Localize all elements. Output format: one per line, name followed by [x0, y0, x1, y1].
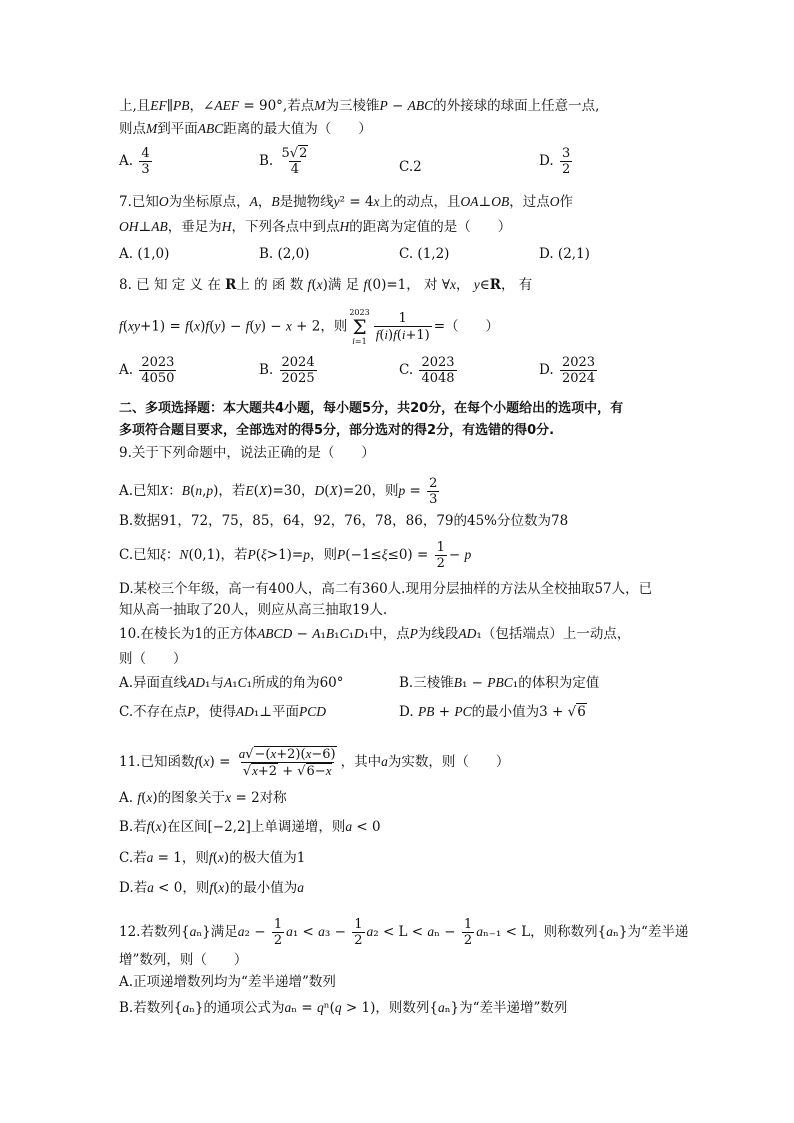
q9-option-c: C.已知ξ：N(0,1)，若P(ξ>1)=p，则P(−1≤ξ≤0) = $\frac{1}{2}$ − p	[119, 540, 472, 571]
q9-stem: 9.关于下列命题中，说法正确的是（ ）	[119, 445, 375, 461]
q8-option-d: D. $\frac{2023}{2024}$	[539, 355, 596, 386]
q10-line1: 10.在棱长为1的正方体ABCD − A₁B₁C₁D₁中，点P为线段AD₁（包括端点）上一动点，	[119, 626, 631, 642]
q6-option-d: D. $\frac{3}{2}$	[539, 146, 571, 177]
q11-option-a: A. f(x)的图象关于x = 2对称	[119, 790, 287, 806]
q12-option-b: B.若数列{aₙ}的通项公式为aₙ = qⁿ(q > 1)，则数列{aₙ}为“差半递增”数列	[119, 1000, 568, 1016]
q8-option-b: B. $\frac{2024}{2025}$	[259, 355, 315, 386]
q7-line1: 7.已知O为坐标原点，A，B是抛物线y² = 4x上的动点，且OA⊥OB，过点O作	[119, 194, 573, 210]
q8-option-a: A. $\frac{2023}{4050}$	[119, 355, 175, 386]
q9-option-d-line1: D.某校三个年级，高一有400人，高二有360人.现用分层抽样的方法从全校抽取57人，已	[119, 581, 653, 597]
q7-line2: OH⊥AB，垂足为H，下列各点中到点H的距离为定值的是（ ）	[119, 219, 512, 235]
section2-heading-line2: 多项符合题目要求，全部选对的得5分，部分选对的得2分，有选错的得0分.	[119, 423, 555, 438]
q8-line1: 8. 已 知 定 义 在 R上 的 函 数 f(x)满 足 f(0)=1， 对 ∀x， y∈R， 有	[119, 277, 533, 293]
q7-option-c: C. (1,2)	[399, 246, 450, 262]
q6-option-c: C.2	[399, 159, 422, 175]
q10-option-b: B.三棱锥B₁ − PBC₁的体积为定值	[399, 675, 600, 691]
q11-option-d: D.若a < 0，则f(x)的最小值为a	[119, 880, 304, 896]
q10-line2: 则（ ）	[119, 651, 187, 667]
q12-option-a: A.正项递增数列均为“差半递增”数列	[119, 974, 336, 990]
q12-line2: 增”数列，则（ ）	[119, 952, 248, 968]
q7-option-a: A. (1,0)	[119, 246, 170, 262]
q7-option-d: D. (2,1)	[539, 246, 590, 262]
q11-option-c: C.若a = 1，则f(x)的极大值为1	[119, 850, 306, 866]
q8-line2: f(xy+1) = f(x)f(y) − f(y) − x + 2，则 2023 Σ i=1 $\frac{1}{f(i)f(i+1)}$ =（ ）	[119, 308, 499, 346]
q6-option-a: A. $\frac{4}{3}$	[119, 146, 150, 177]
q10-option-a: A.异面直线AD₁与A₁C₁所成的角为60°	[119, 675, 344, 691]
q9-option-a: A.已知X：B(n,p)，若E(X)=30，D(X)=20，则p = $\frac{2}{3}$	[119, 476, 438, 507]
q11-option-b: B.若f(x)在区间[−2,2]上单调递增，则a < 0	[119, 819, 381, 835]
q10-option-c: C.不存在点P，使得AD₁⊥平面PCD	[119, 704, 326, 720]
q11-stem: 11.已知函数f(x) = $\frac{a√-(x+2)(x-6)}{√x+2 + √6-x}$ ，其中a为实数，则（ ）	[119, 746, 510, 779]
q10-option-d: D. PB + PC的最小值为3 + √6	[399, 704, 586, 720]
q6-line2: 则点M到平面ABC距离的最大值为（ ）	[119, 121, 372, 137]
q7-option-b: B. (2,0)	[259, 246, 310, 262]
q9-option-b: B.数据91，72，75，85，64，92，76，78，86，79的45%分位数为78	[119, 513, 569, 529]
q9-option-d-line2: 知从高一抽取了20人，则应从高三抽取19人.	[119, 602, 388, 618]
q6-option-b: B. $\frac{5√2}{4}$	[259, 146, 308, 177]
section2-heading-line1: 二、多项选择题：本大题共4小题，每小题5分，共20分，在每个小题给出的选项中，有	[119, 401, 624, 416]
q8-option-c: C. $\frac{2023}{4048}$	[399, 355, 455, 386]
q12-line1: 12.若数列{aₙ}满足a₂ − $\frac{1}{2}$ a₁ < a₃ − $\frac{1}{2}$ a₂ < L < aₙ − $\frac{1}{2}$ aₙ₋₁ < L，则称数列{aₙ}为“差半递	[119, 917, 689, 948]
q6-line1: 上,且EF∥PB，∠AEF = 90°,若点M为三棱锥P − ABC的外接球的球面上任意一点,	[119, 98, 600, 114]
